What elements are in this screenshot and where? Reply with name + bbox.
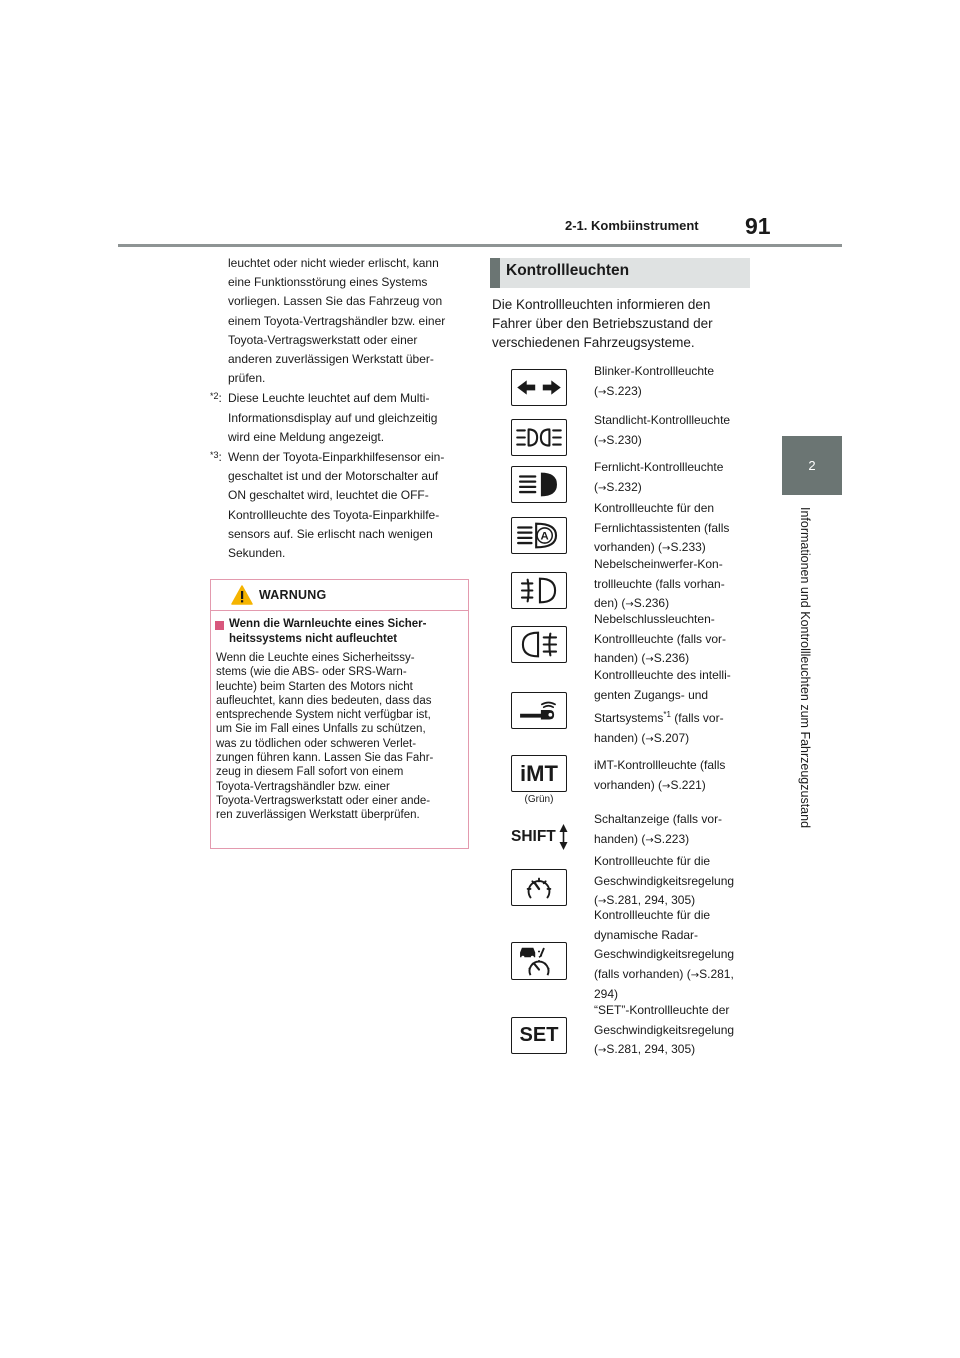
text-line: Kontrollleuchte für den: [594, 501, 715, 515]
text-line: Wenn die Warnleuchte eines Sicher-: [229, 618, 427, 630]
indicator-description: [594, 555, 754, 615]
page-reference: S.236): [633, 596, 670, 611]
arrow-icon: →: [645, 733, 654, 745]
text-line: handen) (→S.207): [594, 730, 690, 745]
shift-indicator-icon: [511, 818, 567, 855]
side-light-icon: [511, 419, 567, 456]
page-reference: S.232): [606, 479, 642, 494]
arrow-icon: →: [598, 435, 607, 447]
text-line: Toyota-Vertragswerkstatt oder einer ande-: [216, 794, 431, 807]
arrow-icon: →: [645, 654, 654, 666]
warning-body: [211, 647, 468, 823]
cruise-control-icon: [511, 869, 567, 906]
text-line: stems (wie die ABS- oder SRS-Warn-: [216, 666, 407, 679]
text-line: (→S.223): [594, 383, 642, 398]
page-number: 91: [745, 213, 771, 239]
footnote-3: [210, 448, 472, 563]
text-line: (→S.281, 294, 305): [594, 1042, 696, 1057]
icon-label: iMT: [520, 761, 558, 786]
warning-label: WARNUNG: [259, 588, 327, 602]
text-line: prüfen.: [228, 371, 266, 386]
text-line: Blinker-Kontrollleuchte: [594, 364, 715, 378]
indicator-description: [594, 362, 754, 402]
text-line: Kontrollleuchte des intelli-: [594, 668, 731, 682]
text-line: Die Kontrollleuchten informieren den: [492, 297, 711, 312]
indicator-description: [594, 756, 754, 796]
text-line: aufleuchtet, kann dies bedeuten, dass das: [216, 694, 432, 707]
page-reference: S.223): [606, 383, 642, 398]
footnote-mark: *1: [663, 710, 671, 720]
text-line: eine Funktionsstörung eines Systems: [228, 275, 428, 290]
indicator-description: [594, 458, 754, 498]
indicator-description: [594, 906, 754, 1005]
text-line: Kontrollleuchte für die: [594, 854, 711, 868]
heading-text: Kontrollleuchten: [506, 262, 630, 279]
icon-label: SHIFT: [511, 828, 556, 845]
text-line: iMT-Kontrollleuchte (falls: [594, 758, 726, 772]
text-line: Diese Leuchte leuchtet auf dem Multi-: [228, 391, 430, 406]
text-line: genten Zugangs- und: [594, 687, 709, 702]
text-line: anderen zuverlässigen Werkstatt über-: [228, 352, 434, 367]
front-fog-icon: [511, 572, 567, 609]
arrow-icon: →: [598, 482, 607, 494]
text-line: den) (→S.236): [594, 596, 670, 611]
text-line: Standlicht-Kontrollleuchte: [594, 413, 731, 427]
text-line: Startsystems$^{*1}$ (falls vor-: [594, 710, 724, 726]
text-line: Wenn die Leuchte eines Sicherheitssy-: [216, 652, 415, 664]
text-line: ON geschaltet wird, leuchtet die OFF-: [228, 488, 429, 503]
text-line: sensors auf. Sie erlischt nach wenigen: [228, 526, 433, 541]
page-reference: S.207): [653, 730, 690, 745]
text-line: Geschwindigkeitsregelung: [594, 1022, 735, 1037]
footnote-mark: *3 :: [210, 445, 222, 465]
left-column: [210, 254, 472, 563]
radar-cruise-icon: [511, 942, 567, 980]
text-line: einem Toyota-Vertragshändler bzw. einer: [228, 313, 446, 328]
page-reference: S.236): [653, 651, 690, 666]
arrow-icon: →: [598, 386, 607, 398]
text-line: Kontrollleuchte (falls vor-: [594, 631, 727, 646]
square-bullet-icon: [215, 621, 224, 630]
text-line: (falls vorhanden) (→S.281,: [594, 966, 734, 981]
arrow-icon: →: [598, 896, 607, 908]
kontrollleuchten-heading: [490, 258, 750, 288]
high-beam-icon: [511, 466, 567, 503]
warning-header: [211, 580, 468, 611]
text-line: geschaltet ist und der Motorschalter auf: [228, 469, 439, 484]
indicator-description: [594, 411, 754, 451]
text-line: ren zuverlässigen Werkstatt überprüfen.: [216, 809, 420, 822]
arrow-icon: →: [690, 969, 700, 981]
text-line: zungen führen kann. Lassen Sie das Fahr-: [216, 752, 434, 765]
imt-icon: [511, 755, 567, 792]
arrow-icon: →: [625, 599, 634, 611]
text-line: Fernlichtassistenten (falls: [594, 520, 730, 535]
up-down-arrow-icon: [559, 824, 568, 850]
text-line: Geschwindigkeitsregelung: [594, 947, 735, 962]
text-line: Informationsdisplay auf und gleichzeitig: [228, 410, 438, 425]
text-line: entsprechende System nicht verfügbar ist,: [216, 709, 431, 722]
auto-high-beam-icon: [511, 517, 567, 554]
indicator-description: [594, 1001, 754, 1061]
intro-text: [492, 295, 752, 353]
warning-box: [210, 579, 469, 849]
text-line: was zu tödlichen oder schweren Verlet-: [216, 737, 417, 750]
text-line: Wenn der Toyota-Einparkhilfesensor ein-: [228, 450, 445, 465]
indicator-description: [594, 610, 754, 670]
rear-fog-icon: [511, 626, 567, 663]
arrow-icon: →: [662, 543, 671, 555]
color-note: (Grün): [524, 794, 554, 805]
text-line: “SET”-Kontrollleuchte der: [594, 1003, 730, 1017]
text-line: 294): [594, 987, 619, 1002]
page-reference: S.281, 294, 305): [606, 1042, 696, 1057]
text-line: Fahrer über den Betriebszustand der: [492, 316, 713, 332]
page-reference: S.281,: [699, 966, 734, 981]
text-line: Geschwindigkeitsregelung: [594, 873, 735, 888]
footnote-mark: *2 :: [210, 386, 222, 406]
indicator-description: [594, 852, 754, 912]
svg-text:A: A: [540, 530, 549, 543]
indicator-description: [594, 499, 754, 559]
continued-text: [210, 254, 472, 388]
page-reference: S.221): [670, 777, 706, 792]
footnote-2: [210, 389, 472, 447]
text-line: Nebelscheinwerfer-Kon-: [594, 557, 723, 571]
text-line: (→S.232): [594, 479, 642, 494]
arrow-icon: →: [598, 1045, 607, 1057]
text-line: dynamische Radar-: [594, 927, 699, 942]
text-line: verschiedenen Fahrzeugsysteme.: [492, 335, 695, 351]
text-line: heitssystems nicht aufleuchtet: [229, 633, 398, 645]
page-reference: S.230): [606, 432, 642, 447]
text-line: handen) (→S.223): [594, 831, 690, 846]
indicator-description: [594, 666, 754, 749]
text-line: wird eine Meldung angezeigt.: [228, 429, 385, 444]
set-icon: [511, 1017, 567, 1054]
indicator-description: [594, 810, 754, 850]
text-line: (→S.281, 294, 305): [594, 893, 696, 908]
text-line: Toyota-Vertragshändler bzw. einer: [216, 780, 390, 793]
arrow-icon: →: [662, 780, 671, 792]
page-reference: S.223): [653, 831, 690, 846]
header-rule: [118, 244, 842, 247]
text-line: leuchtet oder nicht wieder erlischt, kann: [228, 256, 439, 270]
text-line: trollleuchte (falls vorhan-: [594, 576, 725, 591]
text-line: (→S.230): [594, 432, 642, 447]
text-line: vorliegen. Lassen Sie das Fahrzeug von: [228, 294, 443, 309]
text-line: Fernlicht-Kontrollleuchte: [594, 460, 724, 474]
text-line: Schaltanzeige (falls vor-: [594, 812, 723, 826]
text-line: zeug in diesem Fall sofort von einem: [216, 766, 404, 779]
arrow-icon: →: [645, 834, 654, 846]
chapter-tab: 2: [782, 436, 842, 495]
warning-triangle-icon: [231, 585, 253, 605]
warning-subtitle: [211, 611, 468, 647]
text-line: Toyota-Vertragswerkstatt oder einer: [228, 332, 418, 347]
text-line: Nebelschlussleuchten-: [594, 612, 715, 626]
chapter-title: Informationen und Kontrollleuchten zum Fahrzeugzustand: [798, 507, 812, 829]
text-line: vorhanden) (→S.221): [594, 777, 706, 792]
text-line: Kontrollleuchte des Toyota-Einparkhilfe-: [228, 507, 440, 522]
smart-key-icon: [511, 692, 567, 729]
turn-signal-icon: [511, 369, 567, 406]
text-line: Kontrollleuchte für die: [594, 908, 711, 922]
text-line: leuchte) beim Starten des Motors nicht: [216, 680, 413, 693]
page-reference: S.281, 294, 305): [606, 893, 696, 908]
section-title: 2-1. Kombiinstrument: [565, 218, 699, 233]
text-line: handen) (→S.236): [594, 651, 690, 666]
text-line: Sekunden.: [228, 546, 286, 561]
text-line: um Sie im Fall eines Unfalls zu schützen,: [216, 723, 426, 736]
page-reference: S.233): [670, 540, 706, 555]
icon-label: SET: [519, 1024, 559, 1046]
text-line: vorhanden) (→S.233): [594, 540, 706, 555]
